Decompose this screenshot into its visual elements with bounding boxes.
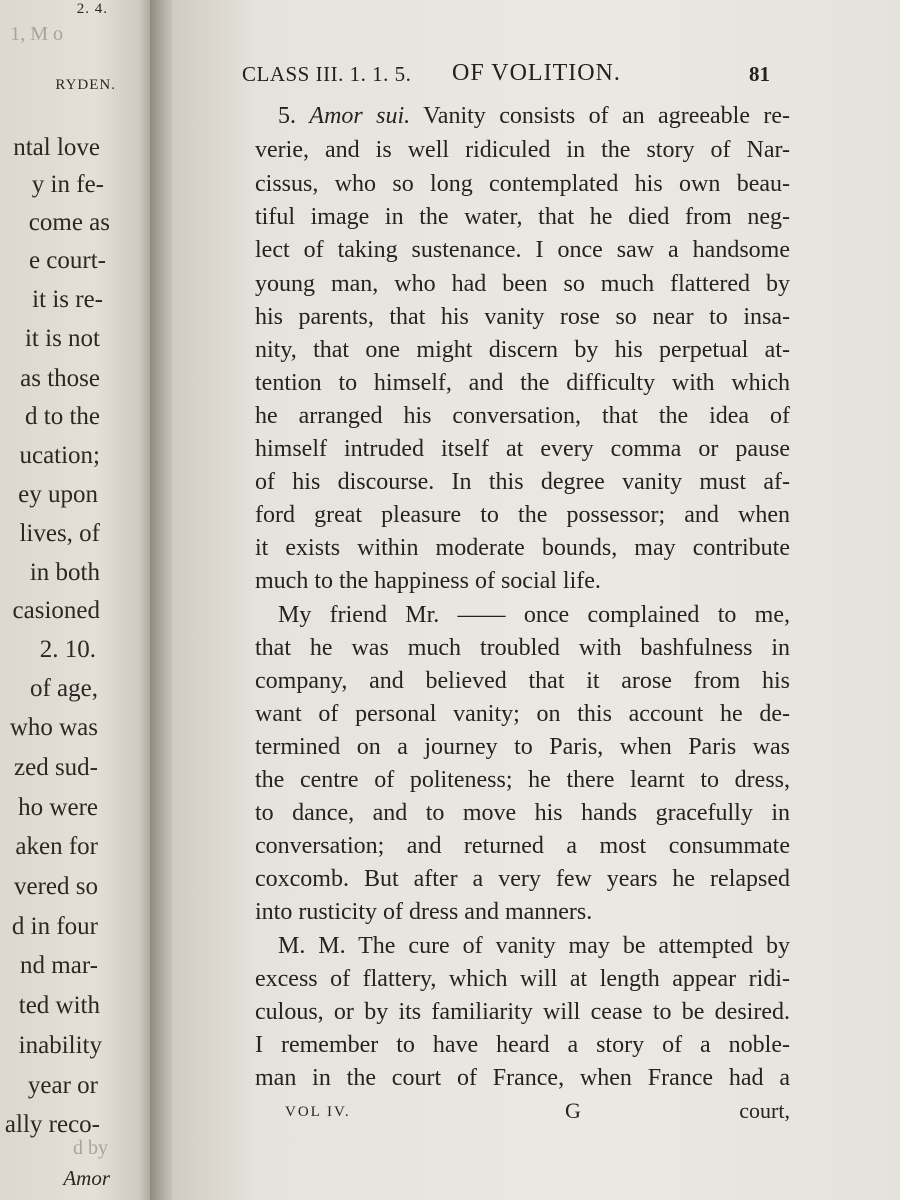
signature-mark: G [565,1098,581,1123]
text-line: that he was much troubled with bashfulness in [255,635,790,661]
left-page-fragment: 2. 10. [39,636,96,663]
left-page-fragment: RYDEN. [55,77,116,93]
left-page-fragment: vered so [14,873,98,900]
text-line: 5. Amor sui. Vanity consists of an agreeable re- [278,103,791,129]
left-page-fragment: it is re- [32,286,103,313]
text-line: lect of taking sustenance. I once saw a handsome [255,237,790,263]
text-line: into rusticity of dress and manners. [255,899,593,925]
text-line: culous, or by its familiarity will cease to be desired. [255,999,790,1025]
text-line: excess of flattery, which will at length appear ridi- [255,966,790,992]
left-page-fragment: it is not [24,325,100,352]
left-page [0,0,158,1200]
left-page-fragment: of age, [29,675,98,702]
left-page-fragment: ey upon [18,481,98,508]
left-page-fragment: ntal love [13,134,100,161]
left-page-fragment: ted with [18,992,100,1019]
running-head: CLASS III. 1. 1. 5. [242,62,412,86]
page-number: 81 [749,62,770,86]
left-page-fragment: inability [18,1032,102,1059]
text-line: company, and believed that it arose from his [255,668,790,694]
left-page-fragment: ucation; [19,442,100,469]
catchword: court, [739,1098,790,1123]
text-line: it exists within moderate bounds, may contribute [255,535,790,561]
text-line: want of personal vanity; on this account he de- [255,701,790,727]
text-line: man in the court of France, when France had a [255,1065,790,1091]
left-page-fragment: d to the [25,403,100,430]
text-line: himself intruded itself at every comma or pause [255,436,790,462]
left-page-fragment: nd mar- [20,952,98,979]
italic-phrase: Amor sui. [309,103,411,129]
text-line: conversation; and returned a most consummate [255,833,790,859]
text-line: much to the happiness of social life. [255,568,601,594]
text-line: nity, that one might discern by his perpetual at- [255,337,790,363]
left-page-fragment: ally reco- [4,1111,100,1138]
text-line: M. M. The cure of vanity may be attempted by [278,933,790,959]
volume-label: VOL IV. [285,1104,351,1120]
left-page-fragment: e court- [28,247,106,274]
left-page-fragment: lives, of [19,520,100,547]
left-page-fragment: 2. 4. [76,1,108,17]
text-line: young man, who had been so much flattered by [255,271,790,297]
left-page-fragment: year or [27,1072,98,1099]
text-line: coxcomb. But after a very few years he relapsed [255,866,790,892]
left-page-fragment: as those [20,365,100,392]
text-line: I remember to have heard a story of a noble- [255,1032,790,1058]
left-page-fragment: y in fe- [31,171,104,198]
text-line: termined on a journey to Paris, when Paris was [255,734,790,760]
left-page-fragment: d in four [11,913,98,940]
left-page-fragment: who was [9,714,98,741]
text-line: of his discourse. In this degree vanity must af- [255,469,790,495]
text-line: to dance, and to move his hands gracefully in [255,800,790,826]
left-page-fragment: zed sud- [14,754,98,781]
text-line: My friend Mr. —— once complained to me, [278,602,790,628]
text-line: tiful image in the water, that he died from neg- [255,204,790,230]
left-page-fragment: aken for [15,833,98,860]
text-line: he arranged his conversation, that the idea of [255,403,790,429]
text-line: cissus, who so long contemplated his own beau- [255,171,790,197]
text-line: verie, and is well ridiculed in the story of Nar- [255,137,790,163]
left-page-fragment: in both [29,559,100,586]
text-line: tention to himself, and the difficulty with which [255,370,790,396]
left-page-fragment: casioned [12,597,100,624]
left-page-fragment: come as [28,209,110,236]
text-line: his parents, that his vanity rose so near to insa- [255,304,790,330]
left-page-fragment: d by [73,1137,108,1159]
left-page-fragment: Amor [63,1166,110,1190]
page-header [242,62,770,92]
text-line: the centre of politeness; he there learnt to dress, [255,767,790,793]
text-line: ford great pleasure to the possessor; and when [255,502,790,528]
page-footer [285,1098,790,1128]
section-title: OF VOLITION. [452,60,621,86]
left-page-fragment: 1, M o [10,23,63,45]
left-page-fragment: ho were [18,794,98,821]
